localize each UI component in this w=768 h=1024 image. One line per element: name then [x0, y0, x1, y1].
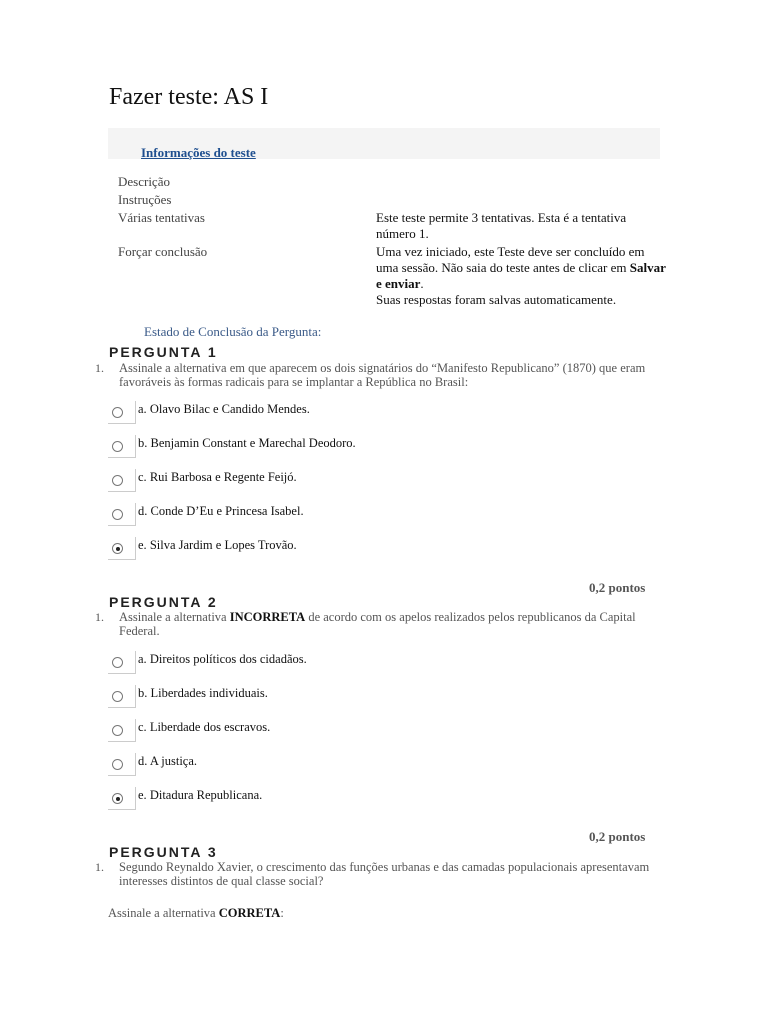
q1-option-c-label[interactable] — [138, 470, 297, 485]
option-text: Direitos políticos dos cidadãos. — [149, 652, 307, 666]
question-1-number: 1. — [95, 361, 104, 375]
q2-option-c-radio[interactable] — [112, 725, 123, 736]
q2-option-e-box[interactable] — [108, 787, 136, 810]
option-text: Liberdade dos escravos. — [149, 720, 271, 734]
question-2-text-suffix: de acordo com os apelos realizados pelos republicanos da Capital Federal. — [119, 610, 636, 638]
question-3-heading: PERGUNTA 3 — [109, 844, 218, 860]
force-completion-text: Uma vez iniciado, este Teste deve ser concluído em uma sessão. Não saia do teste antes de clicar em — [376, 244, 645, 275]
q1-option-a-label[interactable] — [138, 402, 310, 417]
q2-option-c-label[interactable] — [138, 720, 270, 735]
q2-option-e-radio-selected[interactable] — [112, 793, 123, 804]
q1-option-b-label[interactable] — [138, 436, 356, 451]
q1-option-d-radio[interactable] — [112, 509, 123, 520]
question-2-text-prefix: Assinale a alternativa — [119, 610, 227, 624]
q2-option-b-radio[interactable] — [112, 691, 123, 702]
info-label-attempts: Várias tentativas — [118, 210, 205, 225]
question-2-keyword: INCORRETA — [229, 610, 306, 624]
option-letter: d. — [138, 754, 148, 768]
question-2-number: 1. — [95, 610, 104, 624]
force-completion-suffix: . — [420, 276, 424, 291]
autosave-note: Suas respostas foram salvas automaticamente. — [376, 292, 617, 307]
q2-option-a-label[interactable] — [138, 652, 307, 667]
question-3-number: 1. — [95, 860, 104, 874]
q1-option-c-box[interactable] — [108, 469, 136, 492]
option-letter: b. — [138, 686, 148, 700]
info-value-force-completion — [376, 244, 666, 292]
instruction-keyword: CORRETA — [218, 906, 281, 920]
option-letter: d. — [138, 504, 148, 518]
q2-option-d-box[interactable] — [108, 753, 136, 776]
info-label-force-completion: Forçar conclusão — [118, 244, 208, 259]
info-label-description: Descrição — [118, 174, 170, 189]
q2-option-e-label[interactable] — [138, 788, 262, 803]
save-submit-emphasis: Salvar e enviar — [376, 260, 666, 291]
option-letter: a. — [138, 402, 147, 416]
instruction-prefix: Assinale a alternativa — [108, 906, 216, 920]
q1-option-c-radio[interactable] — [112, 475, 123, 486]
q1-option-e-radio-selected[interactable] — [112, 543, 123, 554]
question-3-instruction — [108, 906, 284, 921]
q1-option-b-radio[interactable] — [112, 441, 123, 452]
question-3-text: Segundo Reynaldo Xavier, o crescimento das funções urbanas e das camadas populacionais apresentavam interesses distintos de qual classe social? — [119, 860, 650, 888]
option-text: Benjamin Constant e Marechal Deodoro. — [150, 436, 356, 450]
info-label-instructions: Instruções — [118, 192, 172, 207]
option-letter: e. — [138, 788, 147, 802]
option-letter: c. — [138, 720, 147, 734]
q1-option-d-label[interactable] — [138, 504, 304, 519]
instruction-suffix: : — [280, 906, 284, 920]
option-text: Liberdades individuais. — [150, 686, 268, 700]
option-text: Conde D’Eu e Princesa Isabel. — [150, 504, 304, 518]
q1-option-a-radio[interactable] — [112, 407, 123, 418]
q2-option-b-label[interactable] — [138, 686, 268, 701]
q2-option-b-box[interactable] — [108, 685, 136, 708]
question-1-heading: PERGUNTA 1 — [109, 344, 218, 360]
option-letter: a. — [138, 652, 147, 666]
question-1-points: 0,2 pontos — [589, 580, 646, 595]
q1-option-a-box[interactable] — [108, 401, 136, 424]
page-title: Fazer teste: AS I — [109, 84, 269, 110]
q2-option-c-box[interactable] — [108, 719, 136, 742]
q1-option-d-box[interactable] — [108, 503, 136, 526]
option-text: Olavo Bilac e Candido Mendes. — [149, 402, 310, 416]
option-text: Ditadura Republicana. — [149, 788, 263, 802]
q1-option-b-box[interactable] — [108, 435, 136, 458]
option-letter: c. — [138, 470, 147, 484]
info-value-attempts: Este teste permite 3 tentativas. Esta é a tentativa número 1. — [376, 210, 627, 241]
option-text: Rui Barbosa e Regente Feijó. — [149, 470, 297, 484]
question-1-text: Assinale a alternativa em que aparecem os dois signatários do “Manifesto Republicano” (1870) que eram favoráveis às formas radicais para se implantar a República no Brasil: — [119, 361, 646, 389]
question-2-points: 0,2 pontos — [589, 829, 646, 844]
question-status-label: Estado de Conclusão da Pergunta: — [144, 324, 322, 339]
q2-option-d-label[interactable] — [138, 754, 197, 769]
q2-option-a-box[interactable] — [108, 651, 136, 674]
test-info-link[interactable]: Informações do teste — [141, 145, 256, 160]
q1-option-e-label[interactable] — [138, 538, 297, 553]
q2-option-d-radio[interactable] — [112, 759, 123, 770]
q2-option-a-radio[interactable] — [112, 657, 123, 668]
option-letter: b. — [138, 436, 148, 450]
question-2-text — [119, 610, 664, 638]
option-text: Silva Jardim e Lopes Trovão. — [149, 538, 297, 552]
option-letter: e. — [138, 538, 147, 552]
question-2-heading: PERGUNTA 2 — [109, 594, 218, 610]
q1-option-e-box[interactable] — [108, 537, 136, 560]
option-text: A justiça. — [149, 754, 198, 768]
